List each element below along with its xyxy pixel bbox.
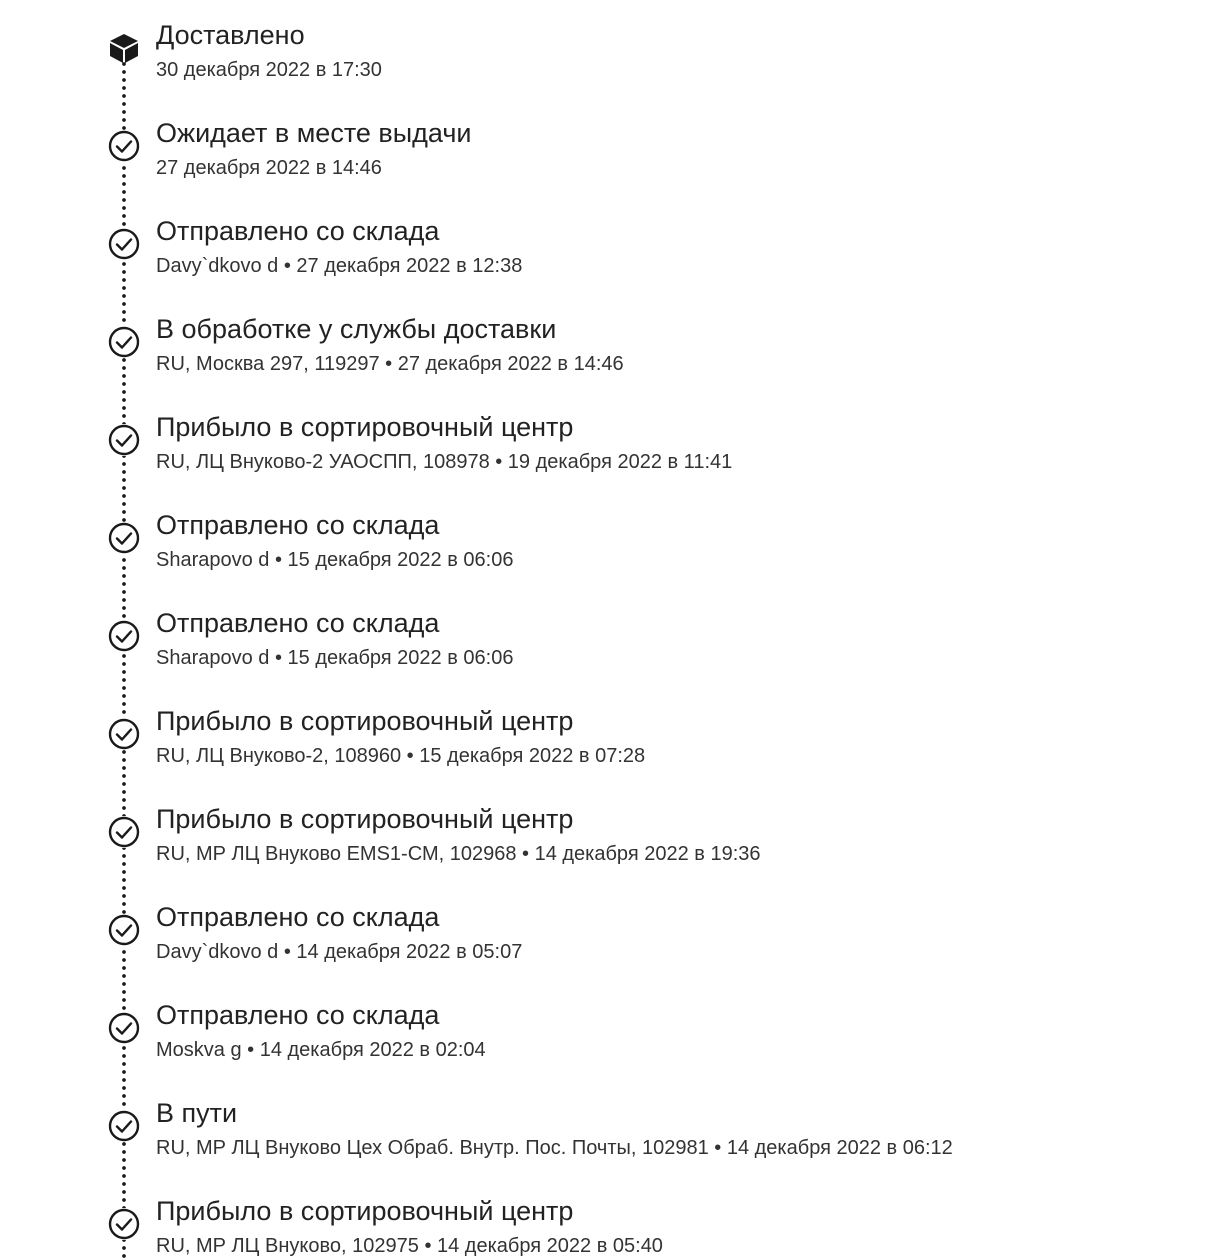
event-title: Прибыло в сортировочный центр — [156, 1196, 574, 1226]
event-details: RU, Москва 297, 119297 • 27 декабря 2022 в 14:46 — [156, 353, 624, 375]
event-title: Отправлено со склада — [156, 510, 440, 540]
check-circle-icon — [108, 326, 140, 358]
timeline-event — [0, 98, 1206, 196]
event-details: RU, МР ЛЦ Внуково Цех Обраб. Внутр. Пос. Почты, 102981 • 14 декабря 2022 в 06:12 — [156, 1137, 953, 1159]
timeline-event-delivered — [0, 0, 1206, 98]
event-title: Доставлено — [156, 20, 305, 50]
check-circle-icon — [108, 1012, 140, 1044]
check-circle-icon — [108, 522, 140, 554]
check-circle-icon — [108, 1208, 140, 1240]
timeline-event — [0, 392, 1206, 490]
check-circle-icon — [108, 130, 140, 162]
event-title: Ожидает в месте выдачи — [156, 118, 472, 148]
event-title: Отправлено со склада — [156, 902, 440, 932]
timeline-event — [0, 1176, 1206, 1260]
event-title: Прибыло в сортировочный центр — [156, 706, 574, 736]
event-title: В пути — [156, 1098, 238, 1128]
event-details: Sharapovo d • 15 декабря 2022 в 06:06 — [156, 549, 514, 571]
event-details: RU, МР ЛЦ Внуково, 102975 • 14 декабря 2022 в 05:40 — [156, 1235, 663, 1257]
timeline-event — [0, 882, 1206, 980]
timeline-event — [0, 686, 1206, 784]
timeline-event — [0, 588, 1206, 686]
event-details: Davy`dkovo d • 14 декабря 2022 в 05:07 — [156, 941, 523, 963]
check-circle-icon — [108, 424, 140, 456]
event-title: В обработке у службы доставки — [156, 314, 557, 344]
event-title: Отправлено со склада — [156, 216, 440, 246]
timeline-event — [0, 490, 1206, 588]
event-details: Davy`dkovo d • 27 декабря 2022 в 12:38 — [156, 255, 523, 277]
check-circle-icon — [108, 816, 140, 848]
timeline-event — [0, 294, 1206, 392]
event-details: Moskva g • 14 декабря 2022 в 02:04 — [156, 1039, 486, 1061]
event-details: 27 декабря 2022 в 14:46 — [156, 157, 382, 179]
timeline-event — [0, 1078, 1206, 1176]
event-details: RU, ЛЦ Внуково-2, 108960 • 15 декабря 2022 в 07:28 — [156, 745, 646, 767]
event-details: 30 декабря 2022 в 17:30 — [156, 59, 382, 81]
event-title: Прибыло в сортировочный центр — [156, 804, 574, 834]
check-circle-icon — [108, 620, 140, 652]
timeline-event — [0, 784, 1206, 882]
event-title: Отправлено со склада — [156, 1000, 440, 1030]
check-circle-icon — [108, 228, 140, 260]
check-circle-icon — [108, 718, 140, 750]
check-circle-icon — [108, 1110, 140, 1142]
timeline-event — [0, 980, 1206, 1078]
event-details: RU, ЛЦ Внуково-2 УАОСПП, 108978 • 19 декабря 2022 в 11:41 — [156, 451, 733, 473]
event-details: Sharapovo d • 15 декабря 2022 в 06:06 — [156, 647, 514, 669]
event-title: Отправлено со склада — [156, 608, 440, 638]
check-circle-icon — [108, 914, 140, 946]
package-box-icon — [108, 32, 140, 64]
event-title: Прибыло в сортировочный центр — [156, 412, 574, 442]
event-details: RU, МР ЛЦ Внуково EMS1-СМ, 102968 • 14 декабря 2022 в 19:36 — [156, 843, 761, 865]
timeline-event — [0, 196, 1206, 294]
